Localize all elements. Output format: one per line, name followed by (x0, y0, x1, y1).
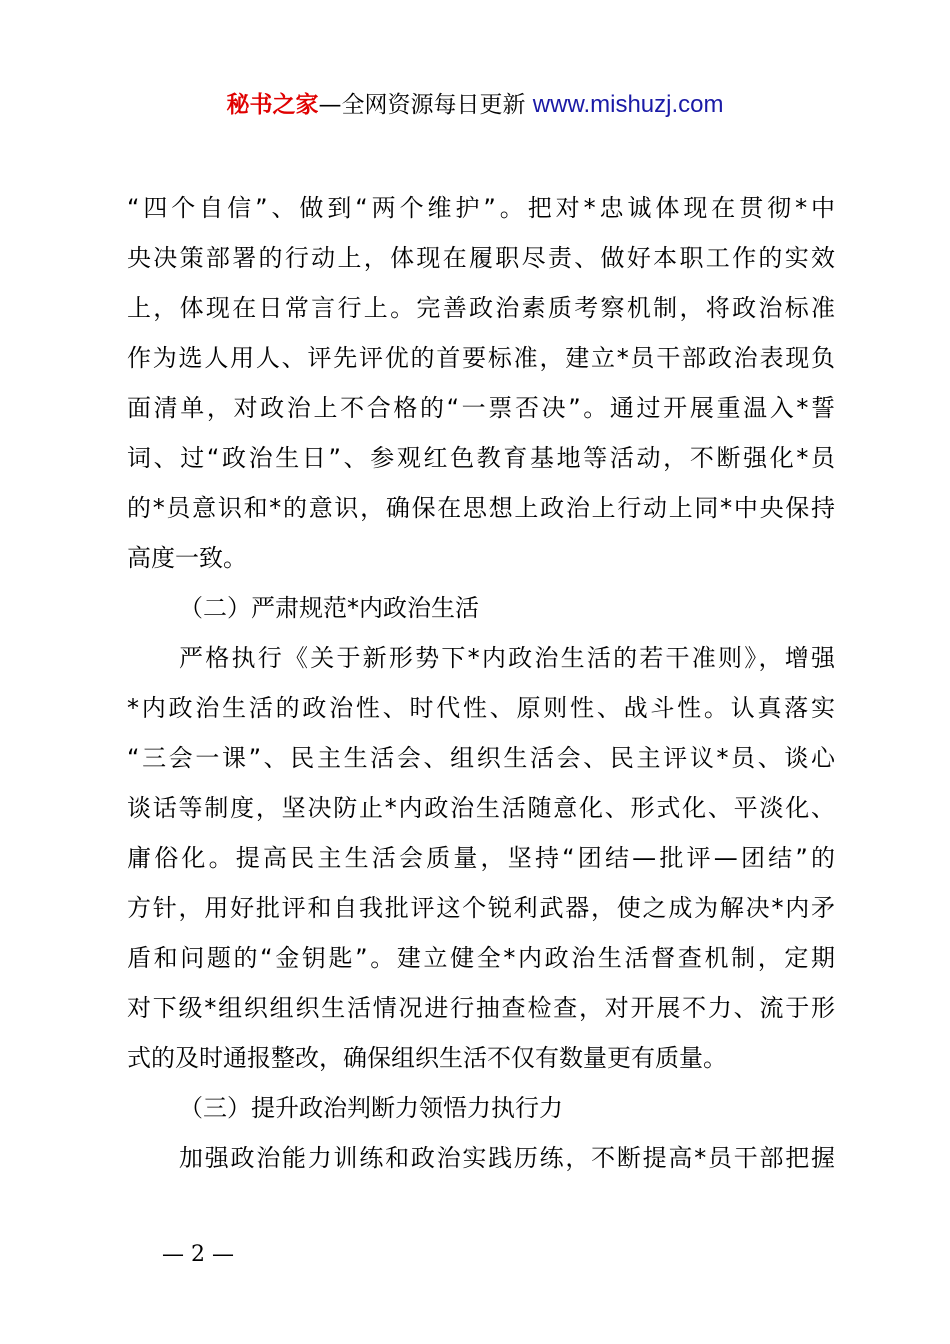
body-line: “四个自信”、做到“两个维护”。把对*忠诚体现在贯彻*中 (127, 194, 835, 222)
body-line: 严格执行《关于新形势下*内政治生活的若干准则》，增强 (179, 644, 835, 672)
body-line: 词、过“政治生日”、参观红色教育基地等活动，不断强化*员 (127, 444, 835, 472)
body-line: 高度一致。 (127, 544, 247, 572)
body-line: 的*员意识和*的意识，确保在思想上政治上行动上同*中央保持 (127, 494, 835, 522)
document-header (0, 88, 950, 122)
section-heading: （三）提升政治判断力领悟力执行力 (179, 1094, 563, 1122)
brand-name: 秘书之家 (226, 92, 319, 118)
body-line: 上，体现在日常言行上。完善政治素质考察机制，将政治标准 (127, 294, 835, 322)
body-line: 庸俗化。提高民主生活会质量，坚持“团结—批评—团结”的 (127, 844, 835, 872)
page-number: — 2 — (162, 1242, 234, 1267)
body-line: 方针，用好批评和自我批评这个锐利武器，使之成为解决*内矛 (127, 894, 835, 922)
document-body (127, 183, 835, 1183)
header-slogan: —全网资源每日更新 (318, 92, 526, 118)
body-line: 谈话等制度，坚决防止*内政治生活随意化、形式化、平淡化、 (127, 794, 835, 822)
body-line: *内政治生活的政治性、时代性、原则性、战斗性。认真落实 (127, 694, 835, 722)
body-line: 对下级*组织组织生活情况进行抽查检查，对开展不力、流于形 (127, 994, 835, 1022)
header-url[interactable]: www.mishuzj.com (532, 91, 724, 118)
body-line: 式的及时通报整改，确保组织生活不仅有数量更有质量。 (127, 1044, 727, 1072)
body-line: 加强政治能力训练和政治实践历练，不断提高*员干部把握 (179, 1144, 835, 1172)
body-line: 面清单，对政治上不合格的“一票否决”。通过开展重温入*誓 (127, 394, 835, 422)
section-heading: （二）严肃规范*内政治生活 (179, 594, 479, 622)
body-line: 作为选人用人、评先评优的首要标准，建立*员干部政治表现负 (127, 344, 835, 372)
body-line: 盾和问题的“金钥匙”。建立健全*内政治生活督查机制，定期 (127, 944, 835, 972)
body-line: “三会一课”、民主生活会、组织生活会、民主评议*员、谈心 (127, 744, 835, 772)
body-line: 央决策部署的行动上，体现在履职尽责、做好本职工作的实效 (127, 244, 835, 272)
